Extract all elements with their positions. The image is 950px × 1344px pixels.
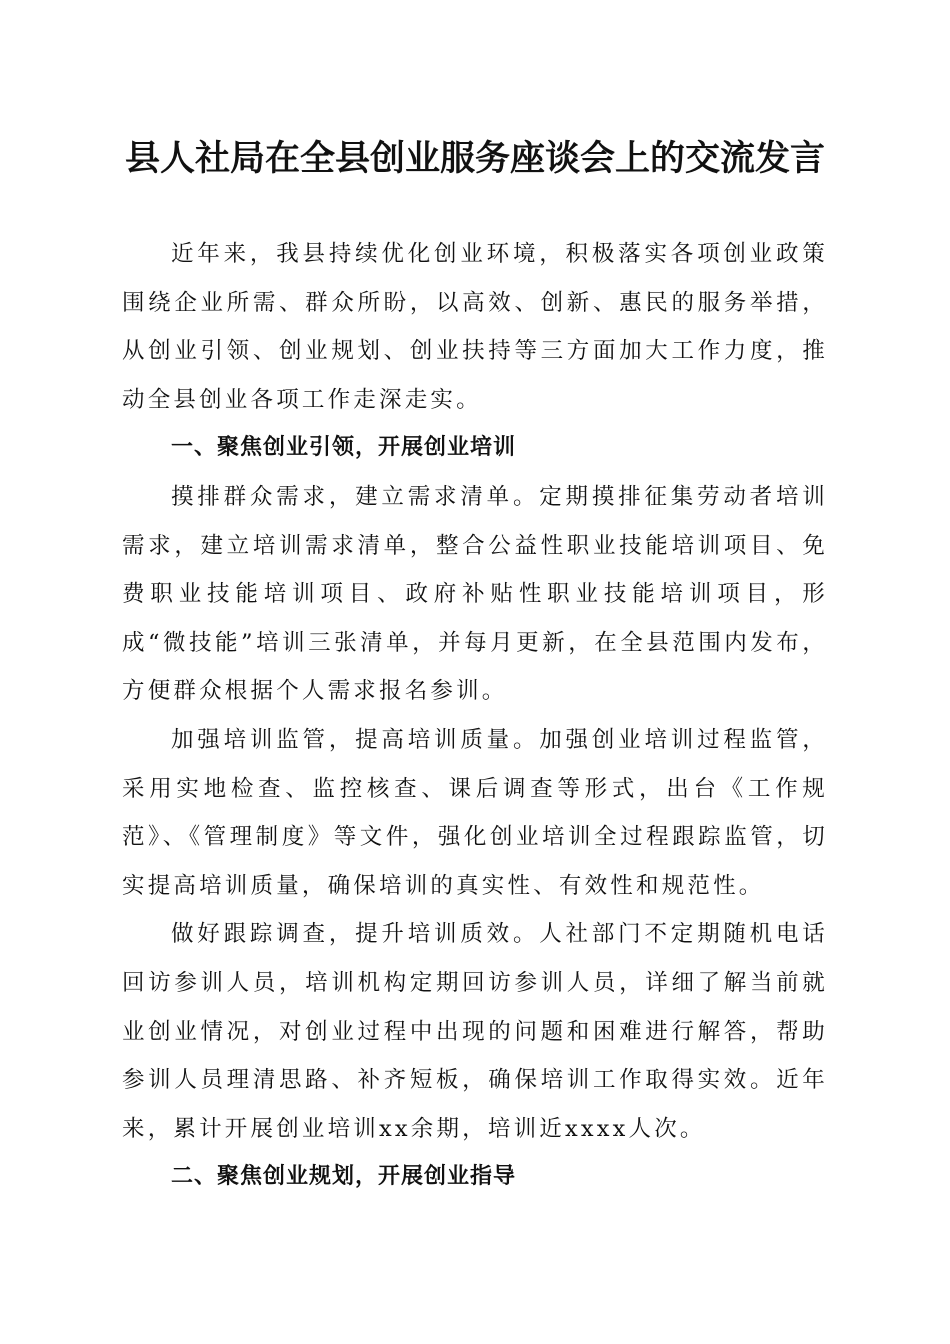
body-paragraph-needs: 摸排群众需求，建立需求清单。定期摸排征集劳动者培训需求，建立培训需求清单，整合公益性职业技能培训项目、免费职业技能培训项目、政府补贴性职业技能培训项目，形成“微技能”培训三张清单，并每月更新，在全县范围内发布，方便群众根据个人需求报名参训。 [122,483,828,705]
body-paragraph-supervision: 加强培训监管，提高培训质量。加强创业培训过程监管，采用实地检查、监控核查、课后调查等形式，出台《工作规范》、《管理制度》等文件，强化创业培训全过程跟踪监管，切实提高培训质量，确保培训的真实性、有效性和规范性。 [122,726,828,899]
section-heading-2: 二、聚焦创业规划，开展创业指导 [171,1164,517,1190]
document-title: 县人社局在全县创业服务座谈会上的交流发言 [124,138,825,179]
body-paragraph-followup: 做好跟踪调查，提升培训质效。人社部门不定期随机电话回访参训人员，培训机构定期回访参训人员，详细了解当前就业创业情况，对创业过程中出现的问题和困难进行解答，帮助参训人员理清思路、补齐短板，确保培训工作取得实效。近年来，累计开展创业培训xx余期，培训近xxxx人次。 [122,921,828,1142]
intro-paragraph: 近年来，我县持续优化创业环境，积极落实各项创业政策围绕企业所需、群众所盼，以高效、创新、惠民的服务举措，从创业引领、创业规划、创业扶持等三方面加大工作力度，推动全县创业各项工作走深走实。 [122,241,828,413]
section-heading-1: 一、聚焦创业引领，开展创业培训 [171,435,517,461]
document-body [122,230,828,1202]
